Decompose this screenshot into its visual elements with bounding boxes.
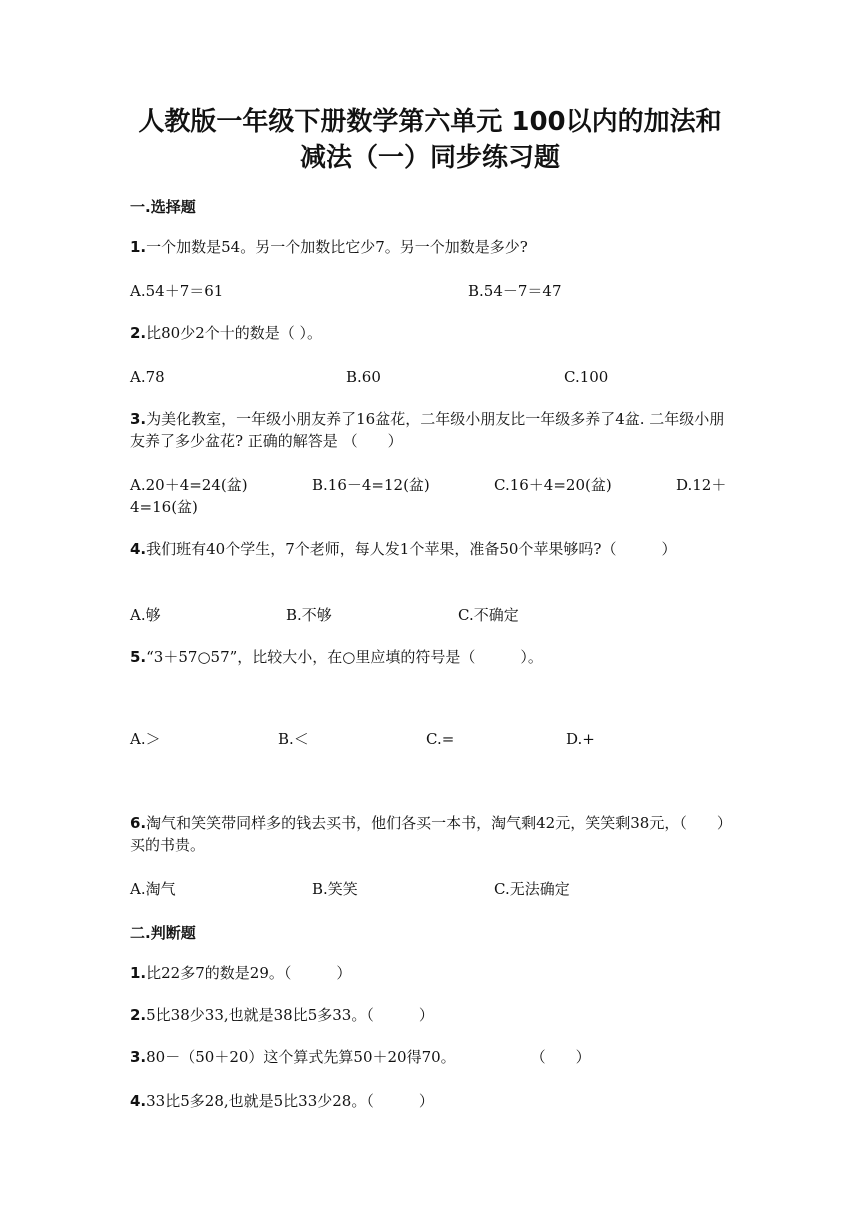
question-number: 1.: [130, 964, 147, 982]
section-judge-heading: 二.判断题: [130, 924, 196, 942]
question-text: 比22多7的数是29。（ ）: [146, 964, 352, 982]
question-number: 3.: [130, 410, 147, 428]
title-line-2: 减法（一）同步练习题: [299, 143, 560, 173]
q5-option-b[interactable]: B.＜: [278, 730, 309, 748]
question-number: 4.: [130, 1092, 147, 1110]
title-line-1: 人教版一年级下册数学第六单元 100以内的加法和: [138, 107, 722, 137]
question-text: 80－（50＋20）这个算式先算50＋20得70。 （ ）: [146, 1048, 591, 1066]
judge-2: [130, 1004, 730, 1026]
question-number: 4.: [130, 540, 147, 558]
question-text: 比80少2个十的数是（ ）。: [146, 324, 323, 342]
question-text: 5比38少33,也就是38比5多33。（ ）: [146, 1006, 434, 1024]
q3-option-a[interactable]: A.20＋4=24(盆): [130, 476, 248, 494]
q3-option-c[interactable]: C.16＋4=20(盆): [494, 476, 612, 494]
q1-option-b[interactable]: B.54－7＝47: [468, 282, 562, 300]
q3-option-d[interactable]: [130, 474, 730, 518]
question-3: [130, 408, 730, 452]
q6-option-c[interactable]: C.无法确定: [494, 880, 570, 898]
q4-option-b[interactable]: B.不够: [286, 606, 332, 624]
q1-option-a[interactable]: A.54＋7＝61: [130, 282, 224, 300]
q4-option-c[interactable]: C.不确定: [458, 606, 519, 624]
q4-option-a[interactable]: A.够: [130, 606, 161, 624]
q3-option-b[interactable]: B.16－4=12(盆): [312, 476, 430, 494]
q5-option-d[interactable]: D.+: [566, 730, 595, 748]
judge-1: [130, 962, 730, 984]
question-1: [130, 236, 730, 258]
q2-option-a[interactable]: A.78: [130, 368, 165, 386]
question-2: [130, 322, 730, 344]
q2-option-b[interactable]: B.60: [346, 368, 381, 386]
question-text: “3＋57○57”，比较大小，在○里应填的符号是（ ）。: [146, 648, 543, 666]
question-5: [130, 646, 730, 668]
question-text: 淘气和笑笑带同样多的钱去买书，他们各买一本书，淘气剩42元，笑笑剩38元，（ ）买的书贵。: [130, 814, 725, 854]
section-choice-heading: 一.选择题: [130, 198, 196, 216]
question-text: 我们班有40个学生，7个老师，每人发1个苹果，准备50个苹果够吗?（ ）: [146, 540, 677, 558]
question-number: 5.: [130, 648, 147, 666]
question-4: [130, 538, 730, 560]
q5-option-c[interactable]: C.=: [426, 730, 455, 748]
q6-option-a[interactable]: A.淘气: [130, 880, 176, 898]
q6-option-b[interactable]: B.笑笑: [312, 880, 358, 898]
q3-option-d-text: D.12＋4=16(盆): [130, 476, 727, 516]
judge-4: [130, 1090, 730, 1112]
q2-option-c[interactable]: C.100: [564, 368, 609, 386]
question-number: 2.: [130, 324, 147, 342]
q5-option-a[interactable]: A.＞: [130, 730, 161, 748]
question-number: 2.: [130, 1006, 147, 1024]
question-6: [130, 812, 730, 856]
judge-3: [130, 1046, 730, 1068]
question-number: 1.: [130, 238, 147, 256]
question-text: 33比5多28,也就是5比33少28。（ ）: [146, 1092, 434, 1110]
question-number: 6.: [130, 814, 147, 832]
question-number: 3.: [130, 1048, 147, 1066]
question-text: 一个加数是54。另一个加数比它少7。另一个加数是多少?: [146, 238, 528, 256]
question-text: 为美化教室，一年级小朋友养了16盆花，二年级小朋友比一年级多养了4盆. 二年级小朋友养了多少盆花? 正确的解答是 （ ）: [130, 410, 725, 450]
